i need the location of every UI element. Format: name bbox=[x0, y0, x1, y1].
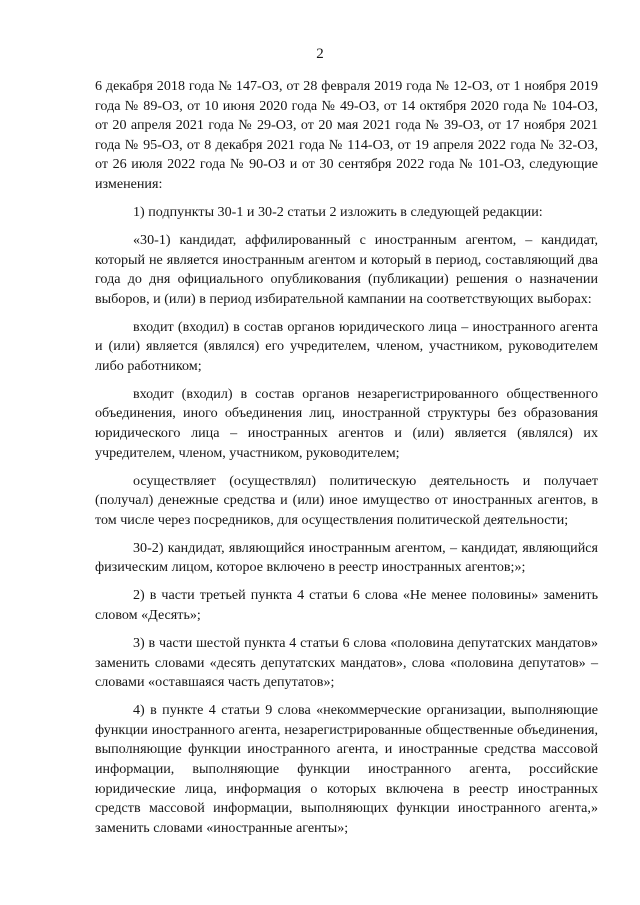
paragraph-subitem-30-1-definition: «30-1) кандидат, аффилированный с иностранным агентом, – кандидат, который не является иностранным агентом и который в период, составляющий два года до дня официального опубликования (публикации) решения о назначении выборов, и (или) в период избирательной кампании на соответствующих выборах: bbox=[95, 231, 598, 307]
paragraph-item-4: 4) в пункте 4 статьи 9 слова «некоммерческие организации, выполняющие функции иностранного агента, незарегистрированные общественные объединения, выполняющие функции иностранного агента, и иностранные средства массовой информации, выполняющие функции иностранного агента, российские юридические лица, информация о которых включена в реестр иностранных средств массовой информации, выполняющих функции иностранного агента,» заменить словами «иностранные агенты»; bbox=[95, 702, 598, 836]
paragraph-item-1-intro: 1) подпункты 30-1 и 30-2 статьи 2 изложить в следующей редакции: bbox=[133, 203, 543, 220]
page-number: 2 bbox=[316, 46, 324, 62]
paragraph-subitem-30-2-definition: 30-2) кандидат, являющийся иностранным агентом, – кандидат, являющийся физическим лицом, которое включено в реестр иностранных агентов;»; bbox=[95, 539, 598, 576]
paragraph-condition-legal-entity: входит (входил) в состав органов юридического лица – иностранного агента и (или) является (являлся) его учредителем, членом, участником, руководителем либо работником; bbox=[95, 318, 598, 374]
paragraph-item-2: 2) в части третьей пункта 4 статьи 6 слова «Не менее половины» заменить словом «Десять»; bbox=[95, 587, 598, 623]
document-body bbox=[95, 77, 598, 838]
paragraph-item-3: 3) в части шестой пункта 4 статьи 6 слова «половина депутатских мандатов» заменить словами «десять депутатских мандатов», слова «половина депутатов» – словами «оставшаяся часть депутатов»; bbox=[95, 634, 598, 691]
paragraph-condition-unregistered-association: входит (входил) в состав органов незарегистрированного общественного объединения, иного объединения лиц, иностранной структуры без образования юридического лица – иностранных агентов и (или) является (являлся) их учредителем, членом, участником, руководителем; bbox=[95, 385, 598, 461]
paragraph-condition-political-activity: осуществляет (осуществлял) политическую деятельность и получает (получал) денежные средства и (или) иное имущество от иностранных агентов, в том числе через посредников, для осуществления политической деятельности; bbox=[95, 472, 598, 528]
paragraph-amendment-list-continuation: 6 декабря 2018 года № 147-ОЗ, от 28 февраля 2019 года № 12-ОЗ, от 1 ноября 2019 года № 89-ОЗ, от 10 июня 2020 года № 49-ОЗ, от 14 октября 2020 года № 104-ОЗ, от 20 апреля 2021 года № 29-ОЗ, от 20 мая 2021 года № 39-ОЗ, от 17 ноября 2021 года № 95-ОЗ, от 8 декабря 2021 года № 114-ОЗ, от 19 апреля 2022 года № 32-ОЗ, от 26 июля 2022 года № 90-ОЗ и от 30 сентября 2022 года № 101-ОЗ, следующие изменения: bbox=[95, 78, 598, 192]
